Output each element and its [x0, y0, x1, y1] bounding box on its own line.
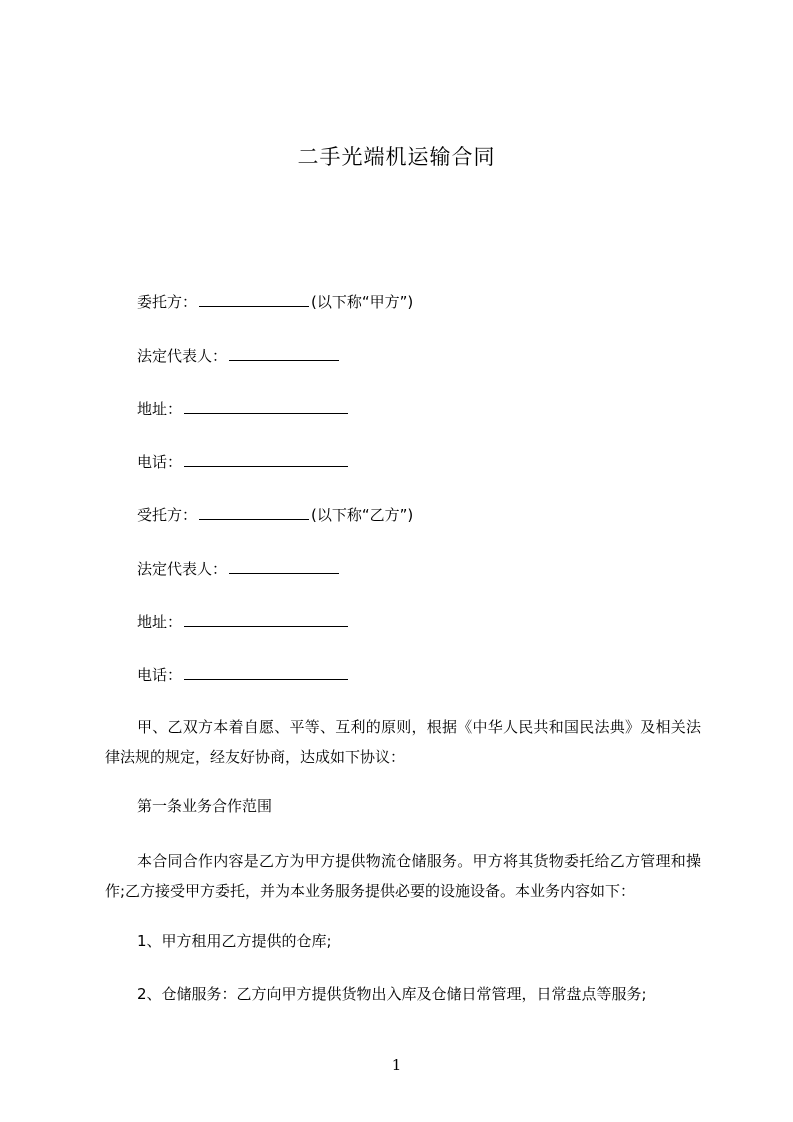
article-1-heading: 第一条业务合作范围	[137, 797, 273, 815]
party-a-name-blank	[199, 291, 309, 307]
party-b-address-line	[137, 611, 350, 632]
party-a-phone-line	[137, 451, 350, 472]
party-b-label: 受托方：	[137, 506, 198, 524]
party-a-representative-line	[137, 345, 341, 366]
party-a-representative-label: 法定代表人：	[137, 347, 228, 365]
article-1-body: 本合同合作内容是乙方为甲方提供物流仓储服务。甲方将其货物委托给乙方管理和操作;乙方接受甲方委托，并为本业务服务提供必要的设施设备。本业务内容如下：	[105, 852, 701, 900]
party-b-representative-label: 法定代表人：	[137, 560, 228, 578]
party-a-phone-blank	[184, 451, 348, 467]
party-b-phone-label: 电话：	[137, 666, 183, 684]
party-b-representative-line	[137, 558, 341, 579]
party-a-name-line	[137, 291, 413, 312]
party-b-name-blank	[199, 504, 309, 520]
party-b-address-blank	[184, 611, 348, 627]
party-a-representative-blank	[229, 345, 339, 361]
party-b-name-line	[137, 504, 413, 525]
page-number: 1	[391, 1056, 402, 1074]
party-a-address-blank	[184, 398, 348, 414]
party-b-representative-blank	[229, 558, 339, 574]
party-a-address-line	[137, 398, 350, 419]
party-b-suffix: (以下称“乙方”)	[311, 506, 414, 524]
party-b-phone-blank	[184, 664, 348, 680]
party-a-label: 委托方：	[137, 293, 198, 311]
article-1-item-2: 2、仓储服务：乙方向甲方提供货物出入库及仓储日常管理，日常盘点等服务;	[137, 985, 647, 1003]
party-b-address-label: 地址：	[137, 613, 183, 631]
party-a-address-label: 地址：	[137, 400, 183, 418]
party-a-suffix: (以下称“甲方”)	[311, 293, 414, 311]
article-1-item-1: 1、甲方租用乙方提供的仓库;	[137, 932, 332, 950]
page-title: 二手光端机运输合同	[297, 145, 496, 169]
party-b-phone-line	[137, 664, 350, 685]
preamble-paragraph: 甲、乙双方本着自愿、平等、互利的原则，根据《中华人民共和国民法典》及相关法律法规的规定，经友好协商，达成如下协议：	[105, 718, 701, 766]
party-a-phone-label: 电话：	[137, 453, 183, 471]
